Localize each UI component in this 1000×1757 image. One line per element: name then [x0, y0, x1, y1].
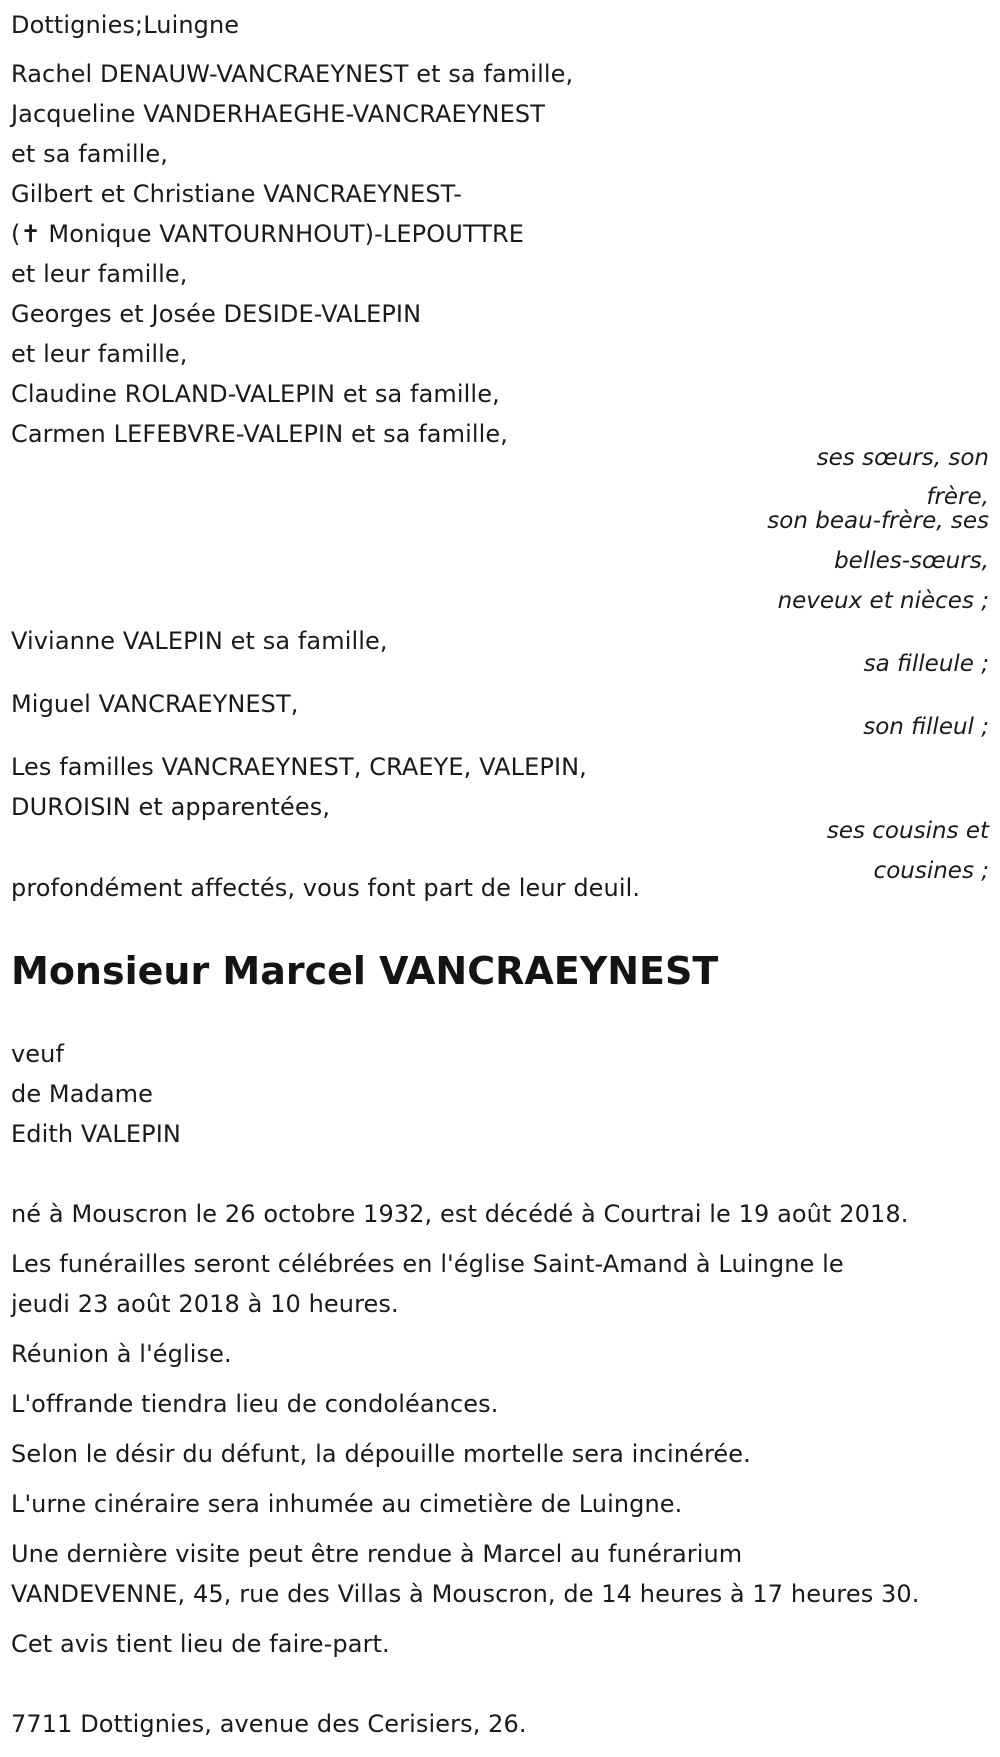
relation-text: ses sœurs, son — [816, 445, 989, 471]
cousins-line: DUROISIN et apparentées, — [11, 793, 331, 821]
detail-line: L'offrande tiendra lieu de condoléances. — [11, 1390, 499, 1418]
detail-line: jeudi 23 août 2018 à 10 heures. — [11, 1290, 399, 1318]
cousins-relation: ses cousins et — [826, 818, 989, 844]
cousins-relation: cousines ; — [873, 858, 989, 884]
relation-text: belles-sœurs, — [834, 548, 989, 574]
relation-text: neveux et nièces ; — [777, 588, 989, 614]
spouse-line: veuf — [11, 1040, 65, 1068]
detail-line: Réunion à l'église. — [11, 1340, 232, 1368]
relation-text: son beau-frère, ses — [767, 508, 989, 534]
family-line: (✝ Monique VANTOURNHOUT)-LEPOUTTRE — [11, 220, 525, 248]
detail-line: L'urne cinéraire sera inhumée au cimetière de Luingne. — [11, 1490, 683, 1518]
family-line: et sa famille, — [11, 140, 168, 168]
family-line: Jacqueline VANDERHAEGHE-VANCRAEYNEST — [11, 100, 545, 128]
deceased-name: Monsieur Marcel VANCRAEYNEST — [11, 949, 719, 993]
family-line: Carmen LEFEBVRE-VALEPIN et sa famille, — [11, 420, 508, 448]
cousins-line: Les familles VANCRAEYNEST, CRAEYE, VALEPIN, — [11, 753, 587, 781]
family-line: Gilbert et Christiane VANCRAEYNEST- — [11, 180, 462, 208]
announcement-text: profondément affectés, vous font part de leur deuil. — [11, 874, 641, 902]
goddaughter-relation: sa filleule ; — [863, 651, 989, 677]
family-line: Claudine ROLAND-VALEPIN et sa famille, — [11, 380, 500, 408]
detail-line: Les funérailles seront célébrées en l'église Saint-Amand à Luingne le — [11, 1250, 844, 1278]
detail-line: Une dernière visite peut être rendue à Marcel au funérarium — [11, 1540, 743, 1568]
family-line: et leur famille, — [11, 260, 188, 288]
godson-relation: son filleul ; — [863, 714, 989, 740]
spouse-line: de Madame — [11, 1080, 154, 1108]
family-line: Georges et Josée DESIDE-VALEPIN — [11, 300, 422, 328]
detail-line: Cet avis tient lieu de faire-part. — [11, 1630, 390, 1658]
detail-line: Selon le désir du défunt, la dépouille mortelle sera incinérée. — [11, 1440, 751, 1468]
family-line: Rachel DENAUW-VANCRAEYNEST et sa famille, — [11, 60, 574, 88]
relation-text: frère, — [926, 484, 989, 510]
spouse-line: Edith VALEPIN — [11, 1120, 181, 1148]
family-line: et leur famille, — [11, 340, 188, 368]
detail-line: né à Mouscron le 26 octobre 1932, est décédé à Courtrai le 19 août 2018. — [11, 1200, 909, 1228]
address-line: 7711 Dottignies, avenue des Cerisiers, 26. — [11, 1710, 527, 1738]
location-header: Dottignies;Luingne — [11, 11, 240, 39]
detail-line: VANDEVENNE, 45, rue des Villas à Mouscron, de 14 heures à 17 heures 30. — [11, 1580, 920, 1608]
godson-name: Miguel VANCRAEYNEST, — [11, 690, 299, 718]
goddaughter-name: Vivianne VALEPIN et sa famille, — [11, 627, 388, 655]
